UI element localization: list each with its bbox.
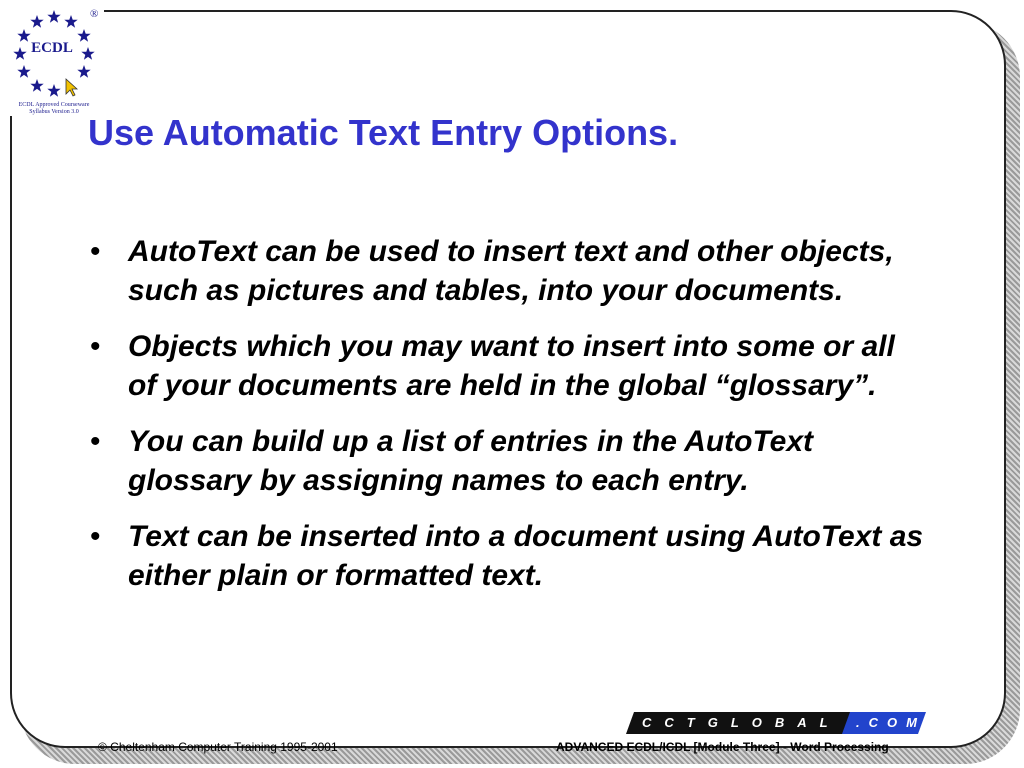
footer-course — [556, 740, 889, 754]
banner-brand: CCTGLOBAL — [642, 715, 841, 730]
bullet-text: Objects which you may want to insert into some or all of your documents are held in the global “glossary”. — [128, 330, 895, 402]
slide-title: Use Automatic Text Entry Options. — [88, 112, 679, 153]
bullet-text: Text can be inserted into a document using AutoText as either plain or formatted text. — [128, 520, 924, 592]
ecdl-logo — [4, 4, 104, 116]
cctglobal-banner — [630, 712, 926, 734]
bullet-text: AutoText can be used to insert text and other objects, such as pictures and tables, into your documents. — [128, 235, 894, 307]
logo-caption-line-2: Syllabus Version 3.0 — [29, 109, 79, 115]
bullet-text: You can build up a list of entries in the AutoText glossary by assigning names to each entry. — [128, 425, 814, 497]
bullet-dot: • — [90, 330, 101, 363]
bullet-item — [90, 517, 930, 595]
logo-caption-line-1: ECDL Approved Courseware — [18, 102, 90, 108]
footer-course-name: ADVANCED ECDL/ICDL [Module Three] — [556, 740, 780, 754]
banner-suffix: .COM — [856, 715, 926, 730]
footer-copyright: © Cheltenham Computer Training 1995-2001 — [98, 740, 338, 754]
bullet-dot: • — [90, 235, 101, 268]
registered-mark: ® — [90, 8, 99, 20]
bullet-item — [90, 422, 930, 500]
footer-module: Word Processing — [790, 740, 889, 754]
bullet-list — [90, 232, 930, 612]
bullet-item — [90, 232, 930, 310]
footer-separator: - — [782, 740, 787, 754]
bullet-dot: • — [90, 425, 101, 458]
bullet-item — [90, 327, 930, 405]
logo-text: ECDL — [31, 40, 73, 56]
bullet-dot: • — [90, 520, 101, 553]
